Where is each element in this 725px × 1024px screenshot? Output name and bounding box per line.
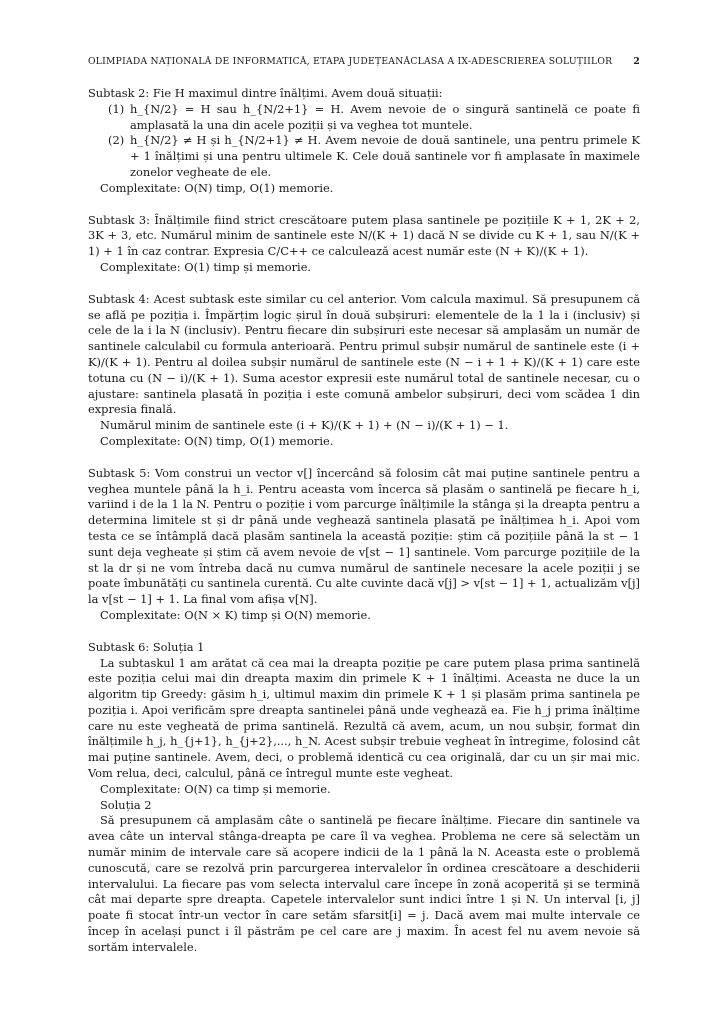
subtask-3-text: Subtask 3: Înălțimile fiind strict crescătoare putem plasa santinele pe pozițiile K + 1, 2K + 2, 3K + 3, etc. Numărul minim de santinele este N/(K + 1) dacă N se divide cu K + 1, sau N/(K + 1) + 1 în caz contrar. Expresia C/C++ ce calculează acest număr este (N + K)/(K + 1). <box>88 212 640 259</box>
subtask-4-complexity: Complexitate: O(N) timp, O(1) memorie. <box>100 433 334 448</box>
subtask-3 <box>88 213 640 276</box>
subtask-4-minimum: Numărul minim de santinele este (i + K)/(K + 1) + (N − i)/(K + 1) − 1. <box>100 418 509 433</box>
running-header <box>88 56 640 67</box>
subtask-4-text: Subtask 4: Acest subtask este similar cu cel anterior. Vom calcula maximul. Să presupunem că se află pe poziția i. Împărțim logic șirul în două subșiruri: elementele de la 1 la i (inclusiv) și cele de la i la N (inclusiv). Pentru fiecare din subșiruri este necesar să amplasăm un număr de santinele calculabil cu formula anterioară. Pentru primul subșir numărul de santinele este (i + K)/(K + 1). Pentru al doilea subșir numărul de santinele este (N − i + 1 + K)/(K + 1) care este totuna cu (N − i)/(K + 1). Suma acestor expresii este numărul total de santinele necesar, cu o ajustare: santinela plasată în poziția i este comună ambelor subșiruri, deci vom scădea 1 din expresia finală. <box>88 291 640 417</box>
subtask-2-complexity: Complexitate: O(N) timp, O(1) memorie. <box>100 180 334 195</box>
case-text: h_{N/2} = H sau h_{N/2+1} = H. Avem nevoie de o singură santinelă ce poate fi amplasată la una din acele poziții și va veghea tot muntele. <box>130 101 640 132</box>
subtask-2-case-2 <box>88 133 640 180</box>
subtask-4 <box>88 292 640 450</box>
case-number: (2) <box>108 133 125 148</box>
subtask-5-complexity: Complexitate: O(N × K) timp și O(N) memorie. <box>100 607 371 622</box>
case-text: h_{N/2} ≠ H și h_{N/2+1} ≠ H. Avem nevoie de două santinele, una pentru primele K + 1 înălțimi și una pentru ultimele K. Cele două santinele vor fi amplasate în maximele zonelor vegheate de ele. <box>130 133 640 179</box>
subtask-2-intro: Subtask 2: Fie H maximul dintre înălțimi. Avem două situații: <box>88 86 443 100</box>
subtask-3-complexity: Complexitate: O(1) timp și memorie. <box>100 259 312 274</box>
running-title: OLIMPIADA NAȚIONALĂ DE INFORMATICĂ, ETAPA JUDEȚEANĂCLASA A IX-ADESCRIEREA SOLUȚIILOR <box>88 56 613 67</box>
subtask-6 <box>88 640 640 956</box>
subtask-6-solution-1: La subtaskul 1 am arătat că cea mai la dreapta poziție pe care putem plasa prima santinelă este poziția celui mai din dreapta maxim din primele K + 1 înălțimi. Aceasta ne duce la un algoritm tip Greedy: găsim h_i, ultimul maxim din primele K + 1 și plasăm prima santinela pe poziția i. Apoi verificăm spre dreapta santinelei până unde veghează ea. Fie h_j prima înălțime care nu este vegheată de prima santinelă. Rezultă că avem, acum, un nou subșir, format din înălțimile h_j, h_{j+1}, h_{j+2},..., h_N. Acest subșir trebuie vegheat în întregime, folosind cât mai puține santinele. Avem, deci, o problemă identică cu cea originală, dar cu un șir mai mic. Vom relua, deci, calculul, până ce întregul munte este vegheat. <box>88 655 640 781</box>
subtask-2 <box>88 86 640 197</box>
subtask-6-solution-2-heading: Soluția 2 <box>100 797 152 812</box>
subtask-6-heading: Subtask 6: Soluția 1 <box>88 639 205 654</box>
page-number: 2 <box>633 56 640 67</box>
document-body <box>88 86 640 956</box>
subtask-5 <box>88 466 640 624</box>
subtask-2-case-1 <box>88 102 640 134</box>
subtask-6-solution-2: Să presupunem că amplasăm câte o santinelă pe fiecare înălțime. Fiecare din santinele va avea câte un interval stânga-dreapta pe care îl va veghea. Problema ne cere să selectăm un număr minim de intervale care să acopere indicii de la 1 până la N. Aceasta este o problemă cunoscută, care se rezolvă prin parcurgerea intervalelor în ordinea crescătoare a deschiderii intervalului. La fiecare pas vom selecta intervalul care începe în zonă acoperită și se termină cât mai departe spre dreapta. Capetele intervalelor sunt indici între 1 și N. Un interval [i, j] poate fi stocat într-un vector în care setăm sfarsit[i] = j. Dacă avem mai multe intervale ce încep în același punct i îl păstrăm pe cel care are j maxim. În acest fel nu avem nevoie să sortăm intervalele. <box>88 813 640 954</box>
subtask-6-solution-1-complexity: Complexitate: O(N) ca timp și memorie. <box>100 781 331 796</box>
subtask-2-cases <box>88 102 640 181</box>
case-number: (1) <box>108 101 125 116</box>
subtask-5-text: Subtask 5: Vom construi un vector v[] încercând să folosim cât mai puține santinele pentru a veghea muntele până la h_i. Pentru aceasta vom încerca să plasăm o santinelă pe fiecare h_i, variind i de la 1 la N. Pentru o poziție i vom parcurge înălțimile la stânga și la dreapta pentru a determina limitele st și dr până unde veghează santinela plasată pe înălțimea h_i. Apoi vom testa ce se întâmplă dacă plasăm santinela la această poziție: știm că pozițiile până la st − 1 sunt deja vegheate și știm că avem nevoie de v[st − 1] santinele. Vom parcurge pozițiile de la st la dr și ne vom întreba dacă nu cumva numărul de santinele necesare la acele poziții j se poate îmbunătăți cu santinela curentă. Cu alte cuvinte dacă v[j] > v[st − 1] + 1, actualizăm v[j] la v[st − 1] + 1. La final vom afișa v[N]. <box>88 465 640 607</box>
